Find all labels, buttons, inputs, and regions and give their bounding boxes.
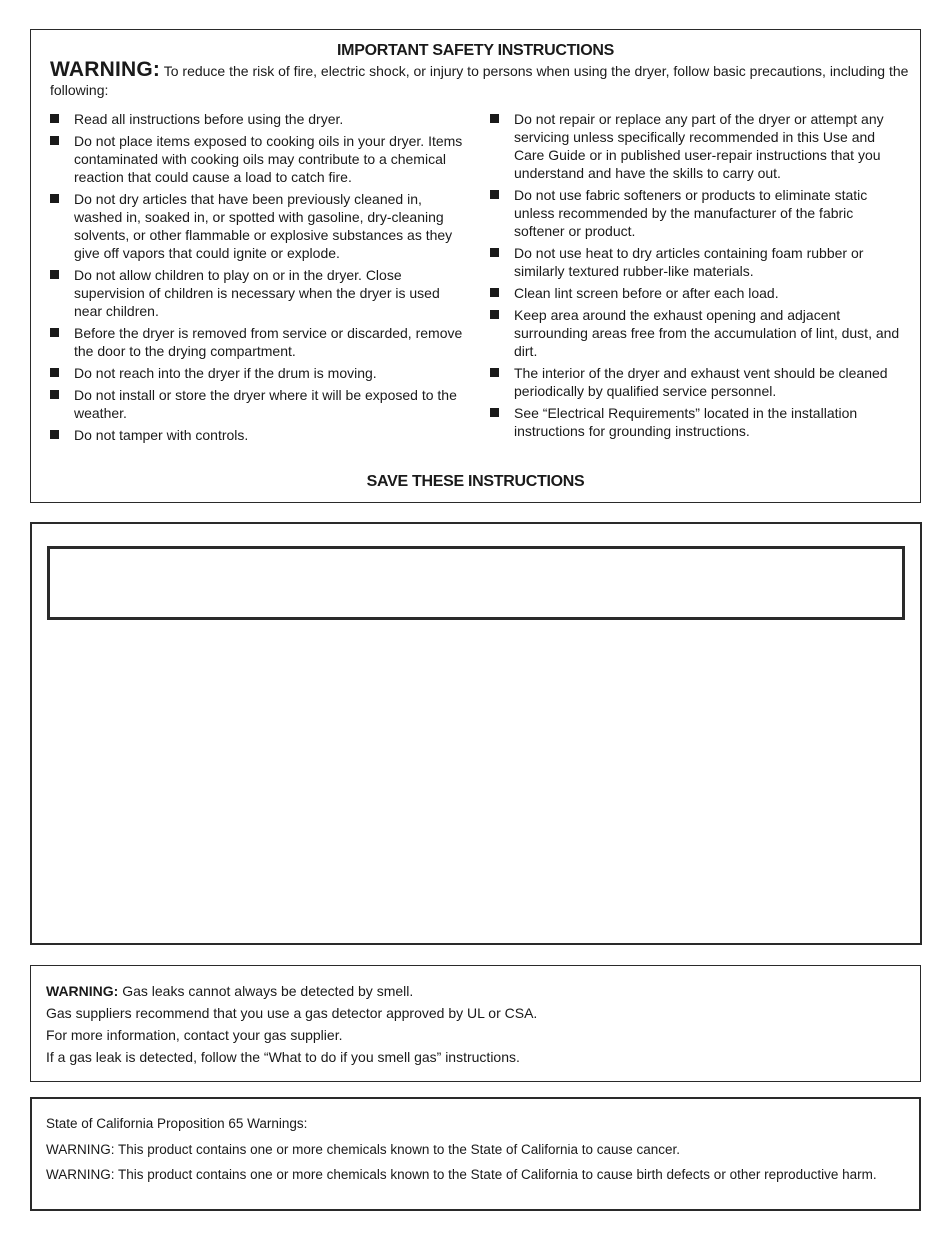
warning-word: WARNING: — [50, 58, 161, 81]
warning-intro — [50, 60, 910, 100]
square-bullet-icon — [490, 288, 499, 297]
list-item: Do not place items exposed to cooking oils in your dryer. Items contaminated with cooking oils may contribute to a chemical reaction that could cause a load to catch fire. — [49, 132, 469, 186]
list-item: Do not dry articles that have been previously cleaned in, washed in, soaked in, or spotted with gasoline, dry-cleaning solvents, or other flammable or explosive substances as they give off vapors that could ignite or explode. — [49, 190, 469, 262]
list-item: Clean lint screen before or after each load. — [489, 284, 905, 302]
square-bullet-icon — [50, 136, 59, 145]
list-item: The interior of the dryer and exhaust vent should be cleaned periodically by qualified service personnel. — [489, 364, 905, 400]
list-item: Do not use fabric softeners or products to eliminate static unless recommended by the manufacturer of the fabric softener or product. — [489, 186, 905, 240]
square-bullet-icon — [50, 430, 59, 439]
square-bullet-icon — [490, 190, 499, 199]
list-item: Do not tamper with controls. — [49, 426, 469, 444]
square-bullet-icon — [490, 408, 499, 417]
gas-detector-line: Gas suppliers recommend that you use a gas detector approved by UL or CSA. — [46, 1005, 538, 1021]
prop65-birth-defects-warning: WARNING: This product contains one or more chemicals known to the State of California to cause birth defects or other reproductive harm. — [46, 1167, 877, 1182]
square-bullet-icon — [490, 248, 499, 257]
safety-list-right — [489, 110, 905, 444]
list-item: Keep area around the exhaust opening and adjacent surrounding areas free from the accumulation of lint, dust, and dirt. — [489, 306, 905, 360]
safety-list-left — [49, 110, 469, 448]
list-item: Do not install or store the dryer where it will be exposed to the weather. — [49, 386, 469, 422]
list-item: Do not allow children to play on or in the dryer. Close supervision of children is necessary when the dryer is used near children. — [49, 266, 469, 320]
square-bullet-icon — [50, 368, 59, 377]
list-item: Before the dryer is removed from service or discarded, remove the door to the drying compartment. — [49, 324, 469, 360]
safety-title: IMPORTANT SAFETY INSTRUCTIONS — [337, 42, 614, 59]
square-bullet-icon — [490, 114, 499, 123]
square-bullet-icon — [50, 390, 59, 399]
prop65-cancer-warning: WARNING: This product contains one or more chemicals known to the State of California to cause cancer. — [46, 1142, 681, 1157]
list-item: See “Electrical Requirements” located in the installation instructions for grounding instructions. — [489, 404, 905, 440]
gas-leak-line: If a gas leak is detected, follow the “What to do if you smell gas” instructions. — [46, 1049, 520, 1065]
list-item: Read all instructions before using the dryer. — [49, 110, 469, 128]
safety-instructions-box — [30, 29, 921, 503]
square-bullet-icon — [50, 114, 59, 123]
prop65-warning-box — [30, 1097, 921, 1211]
list-item: Do not use heat to dry articles containing foam rubber or similarly textured rubber-like materials. — [489, 244, 905, 280]
gas-warning-box — [30, 965, 921, 1082]
blank-banner — [47, 546, 905, 620]
gas-supplier-line: For more information, contact your gas supplier. — [46, 1027, 343, 1043]
square-bullet-icon — [490, 310, 499, 319]
square-bullet-icon — [50, 194, 59, 203]
gas-warning-label: WARNING: — [46, 983, 119, 999]
gas-warning-line: WARNING: Gas leaks cannot always be detected by smell. — [46, 983, 414, 999]
save-instructions-heading: SAVE THESE INSTRUCTIONS — [366, 473, 585, 490]
square-bullet-icon — [490, 368, 499, 377]
prop65-heading: State of California Proposition 65 Warnings: — [46, 1116, 308, 1131]
square-bullet-icon — [50, 270, 59, 279]
square-bullet-icon — [50, 328, 59, 337]
list-item: Do not reach into the dryer if the drum is moving. — [49, 364, 469, 382]
warning-text: To reduce the risk of fire, electric shock, or injury to persons when using the dryer, follow basic precautions, including the following: — [50, 63, 909, 98]
list-item: Do not repair or replace any part of the dryer or attempt any servicing unless specifically recommended in this Use and Care Guide or in published user-repair instructions that you understand and have the skills to carry out. — [489, 110, 905, 182]
